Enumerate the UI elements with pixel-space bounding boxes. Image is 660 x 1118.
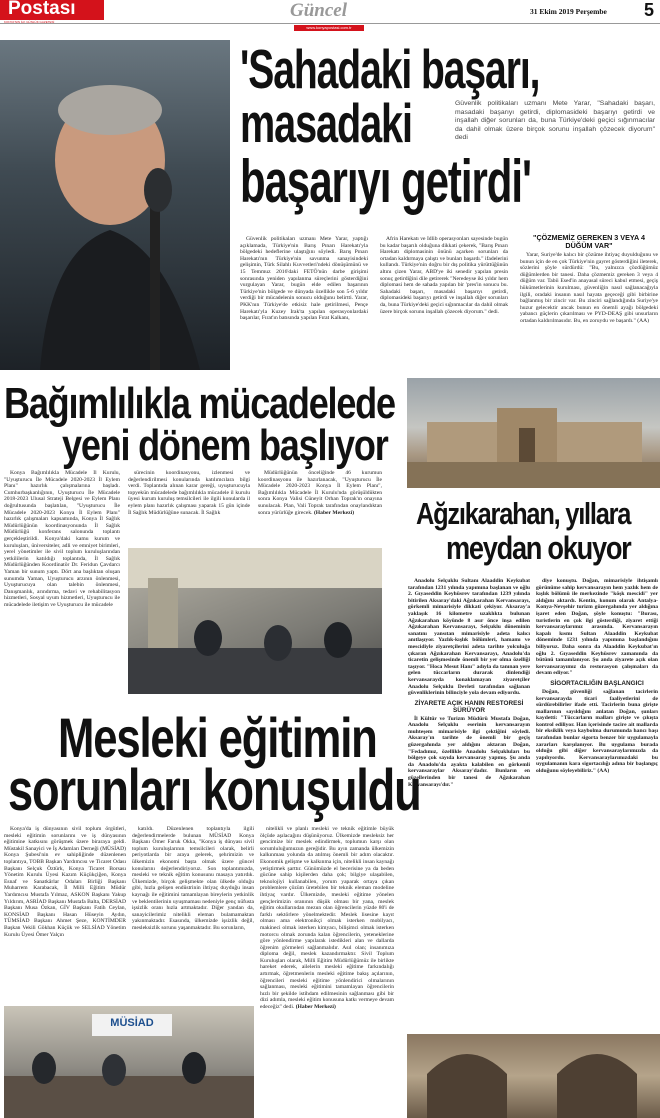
- story1-sidebar: [520, 252, 658, 364]
- story3-headline-line2: meydan okuyor: [446, 530, 631, 566]
- story4-headline-line2: sorunları konuşuldu: [8, 758, 421, 823]
- story2-column-1: [4, 470, 120, 692]
- story4-column-1: [4, 826, 126, 1004]
- story3-col1-text: Anadolu Selçuklu Sultanı Alaaddin Keykubat tarafından 1231 yılında yapımına başlanan ve oğlu 2. Gıyaseddin Keyhüsrev tarafından 1239 yılında bitirilen Aksaray'daki Ağzıkarahan Kervansarayı, görkemli mimarisiyle dikkati çekiyor. Aksaray'a yaklaşık 16 kilometre uzaklıkta bulunan Ağzıkarahan köyünde 8 asır önce inşa edilen Ağzıkarahan Kervansarayı, Selçuklu döneminin sanatını yansıtan mimarisiyle adeta kalıcı anıtlaşıyor. Yazlık-kışlık bölümleri, hamamı ve mescidiyle ziyaretçilerini adeta tarihte yolculuğa çıkaran Ağzıkarahan Kervansarayı, Anadolu'da ticaretin gelişmesinde önemli bir yer olma özelliği taşıyor. "Hoca Mesut Hanı" adıyla da tanınan yere gelen tüccarların durarak dinlendiği kervansarayda konaklamayan ziyaretçiler Anadolu Selçuklu Devleti tarafından sağlanan güvenliklerinin bilinciyle yola devam ediyordu.: [408, 578, 530, 697]
- musiad-meeting-photo: [4, 1006, 254, 1118]
- mete-yarar-photo: [0, 40, 230, 370]
- story3-headline-line1: Ağzıkarahan, yıllara: [416, 496, 631, 531]
- story3-column-1: [408, 578, 530, 1028]
- story2-headline-line2: yeni dönem başlıyor: [62, 421, 388, 470]
- story1-col2-text: Afrin Harekatı ve İdlib operasyonları sayesinde bugün bu kadar başarılı olduğuna dikkati çekerek, "Barış Pınarı Harekatı diplomasinin önünü açarken sorunları da ortadan kaldırmaya çalıştı ve bunları başardı." ifadelerini kullandı. Türkiye'nin doğru bir dış politika yürüttüğünün altını çizen Yarar, ABD'ye iki senedir yapılan presin sonuç getirdiğini dile getirerek "Neredeyse iki yıldır hem diplomasi hem de sahada yapılan bir 'pres'in sonucu bu. Sahadaki başarı, masadaki başarıyı getirdi, diplomasideki başarıyı getirdi ve inşallah diğer sorunları da, buna Türkiye'deki geçici sığınmacılar da dahil olmak üzere birçok sorunu inşallah çözecek diyorum." dedi.: [380, 236, 508, 315]
- story2-col2-text: sürecinin koordinasyonu, izlenmesi ve değerlendirilmesi konularında katılımcılara bilgi verdi. Toplantıda alınan karar gereği, uyuşturucuyla topyekün mücadelede bağımlılıkla mücadele il kurulu üyesi kurum kuruluş temsilcileri ile ilgili konularda il eylem planı hazırlık çalışması yaparak 15 gün içinde İl Sağlık Müdürlüğüne sunacak. İl Sağlık: [128, 470, 250, 516]
- page-number: 5: [644, 0, 655, 20]
- website-url: www.konyapostasi.com.tr: [306, 25, 352, 30]
- caravanserai-interior-photo: [407, 1034, 660, 1118]
- story1-sidebar-text: Yarar, Suriye'de kalıcı bir çözüme ihtiyaç duyulduğunu ve bunun için de en çok Türkiye'nin gayret gösterdiğini ileterek, sözlerini şöyle sürdürdü: "Bu, yalnızca çözdüğümüz düğümlerden bir tanesi. Daha çözmemiz gereken 3 veya 4 düğüm var. Tabii Esed'in anayasal süreci kabul etmesi, geçiş hükümetlerinin kurulması, güvenliğin nasıl sağlanacağıyla ilgili, oradaki insanın nasıl hayata geçeceği gibi birbirine bağlanmış bir zincir var. Bu zinciri sağlandığında Suriye'ye huzur gelecektir ancak bunun en önemli ayağı bölgedeki yabancı güçlerin çıkarılması ve PYD-DEAŞ gibi unsurların ortadan kaldırılmasıdır. Bu, en zoruydu ve başardı." (AA): [520, 252, 658, 324]
- website-strip: [294, 25, 364, 31]
- story3-col1b-text: İl Kültür ve Turizm Müdürü Mustafa Doğan, Anadolu Selçuklu eserinin kervansarayın muhteşem mimarisiyle ilgi çektiğini söyledi. Aksaray'ın tarihte de önemli bir geçiş güzergahında yer aldığını aktaran Doğan, "Fedadımız, özellikle Anadolu Selçukluları bu bölgeye çok sayıda kervansaray yapmış. Şu anda da Anadolu'da ayakta kalabilen en görkemli kervansaraylar Aksaray'dadır. Bunların en güzellerinden bir tanesi de Ağzıkarahan Kervansarayı'dır.": [408, 715, 530, 788]
- meeting-illustration: [128, 548, 382, 694]
- story3-col2b-text: Doğan, güvenliği sağlanan tacirlerin kervansarayda ticari faaliyetlerini de sürdürebilirler ifade etti. Tacirlerin buna girişte mallarının sayıldığını anlatan Doğan, şunları kaydetti: "Tüccarların malları girişte ve çıkışta kontrol ediliyor. Han içerisinde tacire ait mallarda bir eksiklik veya kaybolma durumunda hancı başı tarafından bunlar sigorta benzer bir uygulamayla zararları karşılanıyor. Bu uygulama burada olduğu gibi diğer kervansaraylarımızda da yapılıyordu. Kervansaraylarımızdaki bu uygulamanın kara sigortacılığı adına bir başlangıç olduğunu söyleyebiliriz." (AA): [536, 688, 658, 775]
- story2-column-2: [128, 470, 250, 546]
- story1-headline-line3: başarıyı getirdi': [240, 148, 531, 215]
- story3-subhead-2: SİGORTACILIĞIN BAŞLANGICI: [550, 679, 644, 687]
- interior-arches-illustration: [407, 1034, 660, 1118]
- meeting-photo: [128, 548, 382, 694]
- story4-col3-text: nitelikli ve planlı mesleki ve teknik eğitimle büyük ölçüde aşılacağını düşünüyoruz. Ülkemizde mesleksiz her gencimize bir meslek edindirmek, toplumun karşı olan sorumluluğumuzun gereğidir. Bu ayın zamanda ülkemizin kalkınması yolunda da atılmış önemli bir adım olacaktır. Ekonomik gelişme ve kalkınma için, nitelikli insan kaynağı yetiştirmek şarttır. Günümüzde el becerisine ya da beden gücüne sahip kişilerden daha çok; bilgiye ulaşabilen, teknolojiyi kullanabilen, yorum yaparak ortaya çıkan problemlere çözüm üretebilen bir teknik eleman modeline ihtiyaç vardır. Ülkemizde, mesleki eğitime yönelen gençlerimizin oranının düşük olması bir yana, meslek eğitim okullarından mezun olan öğrencilerin yüzde 80'i de farklı sektörlere yönelmektedir. Meslek lisesine kayıt olması ama elektronikçi olmak isterken mobilyacı, makineci olmak isterken kimyacı, bilişimci olmak isterken motorcu olmak zorunda kalan öğrencilerin, yeteneklerine göre yönlendirme yapılarak istedikleri alan ve dallarda öğrenim görmeleri sağlanmalıdır. Asıl olan; insanımıza diploma değil, meslek kazandırmaktır. Sivil Toplum Kuruluşları olarak, Milli Eğitim Müdürlüğümüz ile birlikte hareket ederek, ailelerin mesleki eğitime farkındalığı artırmak, öğretmenlerin mesleki eğitime bakış açılarının, öğrencileri mesleki eğitime yönlendirici olmalarının sağlanması, mesleki eğitimini tamamlayan öğrencilerin hızlı bir şekilde istihdam edilmesinin sağlanması gibi bir dizi adımla, mesleki eğitim konusuna katkı vermeye devam edeceğiz" dedi.: [260, 826, 394, 1011]
- story1-headline-line2: masadaki: [240, 92, 412, 154]
- section-title: Güncel: [290, 0, 347, 21]
- story4-headline-line1: Mesleki eğitimin: [58, 706, 377, 769]
- story4-credit: (Haber Merkezi): [295, 1004, 336, 1011]
- story1-column-1: [240, 236, 368, 362]
- logo-subtitle: KONYA'NIN İLK GÜNLÜK GAZETESİ: [4, 20, 55, 24]
- story4-column-3: [260, 826, 394, 1116]
- story1-sidebar-title: "ÇÖZMEMİZ GEREKEN 3 VEYA 4 DÜĞÜM VAR": [533, 233, 645, 250]
- story2-headline-line1: Bağımlılıkla mücadelede: [4, 379, 395, 428]
- issue-date: 31 Ekim 2019 Perşembe: [530, 7, 607, 16]
- masthead: [0, 0, 660, 24]
- musiad-banner: MÜSİAD: [110, 1017, 154, 1029]
- story3-col2-text: diye konuştu. Doğan, mimarisiyle ihtişamlı görünüme sahip kervansarayın hem yazlık hem de kışlık bölümü ile merkezinde "köşk mescidi" yer aldığını aktardı. Kentin, konum olarak Antalya-Konya-Nevşehir turizm güzergahında yer aldığına işaret eden Doğan, şöyle konuştu: "Burası, turistlerin en çok ilgi gösterdiği, ziyaret ettiği kervansaraylarımız arasında. Kervansarayın kapalı kısmı Sultan Alaaddin Keykubat döneminde 1231 yılında yapımına başlandığını biliyoruz. Daha sonra da Alaaddin Keykubat'ın oğlu 2. Gıyaseddin Keyhüsrev zamanında da bütünü tamamlanıyor. Şu anda ziyarete açık olan kervansarayımız da restorasyon çalışmaları da devam ediyor.": [536, 578, 658, 677]
- story3-column-2: [536, 578, 658, 1028]
- story1-column-2: [380, 236, 508, 362]
- story4-col1-text: Konya'da iş dünyasının sivil toplum örgütleri, mesleki eğitimin sorunlarını ve iş dünyasının eğitimine katkısını görüşmek üzere biraraya geldi. Müstakil Sanayici ve İş Adamları Derneği (MÜSİAD) Konya Şubesi'nin ev sahipliğinde düzenlenen toplantıya, TOBB Başkan Yardımcısı ve Ticaret Odası Başkanı Selçuk Öztürk, Konya Ticaret Borsası Yönetim Kurulu Üyesi Kazım Küçükçiğen, Konya Esnaf ve Sanatkârlar Odaları Birliği Başkanı Muharrem Karabacak, İl Milli Eğitim Müdür Yardımcısı Mustafa Yılmaz, ASKON Başkanı Yakup Yıldırım, ASRİAD Başkanı Mustafa Balta, DERSİAD Başkanı Musa Özkan, GİV Başkanı Fatih Ceylan, KONSİAD Başkanı Hasan Hüseyin Aydın, TÜMSİAD Başkanı Ahmet Şeze, KONTİMDER Başkan Vekili Gökhan Küçük ve SELSİAD Yönetim Kurulu Üyesi Ömer Yalçın: [4, 826, 126, 938]
- story3-subhead-1: ZİYARETE AÇIK HANIN RESTORESİ SÜRÜYOR: [414, 699, 524, 714]
- caravanserai-illustration: [407, 378, 660, 488]
- story4-col2-text: katıldı. Düzenlenen toplantıyla ilgili değerlendirmelerde bulunan MÜSİAD Konya Başkanı Ömer Faruk Okka, "Konya iş dünyası sivil toplum kuruluşlarının temsilcileri olarak, belirli periyotlarda bir araya gelerek, şehrimizin ve ülkemizin ekonomi başta olmak üzere güncel konularını değerlendiriyoruz. Son toplantımızda, mesleki ve teknik eğitim konusunu masaya yatırdık. Ülkemizde, birçok gelişmekte olan ülkede olduğu gibi, hızla gelişen endüstrinin ihtiyaç duyduğu insan kaynağı ile eğitimini tamamlayan bireylerin yetkinlik ve beklentilerinin uyuşmaması nedeniyle genç nüfusta işsizlik oranı hızla artmaktadır. Diğer yandan da, sanayicilerimiz nitelikli eleman bulamamaktan yakınmaktadır. Esasında, ülkemizde işsizlik değil, mesleksizlik sorunu yaşanmaktadır. Bu sorunların,: [132, 826, 254, 931]
- newspaper-logo: [0, 0, 104, 20]
- portrait-illustration: [0, 40, 230, 370]
- story1-col1-text: Güvenlik politikaları uzmanı Mete Yarar, yaptığı açıklamada, Türkiye'nin Barış Pınarı Harekatı'yla bölgedeki hedeflerine ulaştığını söyledi. Barış Pınarı Harekatı'nın Türkiye'nin savunma sanayisindeki gelişimin, Türk Silahlı Kuvvetleri'ndeki dönüşümünü ve 15 Temmuz 2016'daki FETÖ'nün darbe girişimi sonrasında yeniden yapılanma süreçlerini gösterdiğini vurgulayan Yarar, bugün elde edilen başarının Türkiye'nin bölgede ve dünyada özellikle son 5-6 yıldır verdiği bir mücadelenin sonucu olduğunu belirtti. Yarar, PKK'nın Türkiye'de etkisiz hale getirilmesi, Pençe Harekatı'yla Kuzey Irak'ta yapılan operasyonlardaki başarılar, Fırat'ın batısında yapılan Fırat Kalkanı,: [240, 236, 368, 322]
- caravanserai-exterior-photo: [407, 378, 660, 488]
- story2-column-3: [258, 470, 382, 546]
- story1-deck: Güvenlik politikaları uzmanı Mete Yarar, "Sahadaki başarı, masadaki başarıyı getirdi, diplomasideki başarıyı getirdi ve inşallah diğer sorunları da, buna Türkiye'deki geçici sığınmacılar da dahil olmak üzere birçok sorunu inşallah çözecek diyorum" dedi: [455, 100, 655, 142]
- story4-column-2: [132, 826, 254, 1004]
- story2-credit: (Haber Merkezi): [313, 509, 355, 516]
- story2-col1-text: Konya Bağımlılıkla Mücadele İl Kurulu, "Uyuşturucu İle Mücadele 2020-2023 İl Eylem Planı" hazırlık çalışmalarına başladı. Cumhurbaşkanlığının, Uyuşturucu İle Mücadele 2018-2023 Ulusal Strateji Belgesi ve Eylem Planı doğrultusunda başlatılan, "Uyuşturucu İle Mücadele 2020-2023 Konya İl Eylem Planı" hazırlık çalışmaları kapsamında, Konya İl Sağlık Müdürlüğünün koordinasyonunda İl Sağlık Müdürlüğü konferans salonunda toplantı gerçekleştirildi. Konya'daki kamu kurum ve kuruluşları, üniversiteler, adli ve emniyet birimleri, yerel yönetimler ile sivil toplum kuruluşlarından yetkililerin katıldığı toplantıda, İl Sağlık Müdürlüğünden Koordinatör Dr. Feridun Çavdarcı Yaman bir sunum yaptı. Dört ana başlıktan oluşan sunumda Yaman, Uyuşturucu arzının önlenmesi, Uyuşturucuya olan talebin önlenmesi, Danışmanlık, arındırma, tedavi ve rehabilitasyon hizmetleri, Sosyal uyum hizmetleri, Uyuşturucu ile mücadelede iletişim ve Uyuşturucu ile mücadele: [4, 470, 120, 608]
- story2-col3-text: Müdürlüğünün önceliğinde 46 kurumun koordinasyonu ile hazırlanacak, "Uyuşturucu İle Mücadele 2020-2023 Konya İl Eylem Planı", Bağımlılıkla Mücadele İl Kurulu'nda görüşüldükten sonra Konya Valisi Cüneyit Orhan Toprak'ın onayına sunulacak. Plan, Vali Toprak tarafından onaylandıktan sonra yürürlüğe girecek.: [258, 470, 382, 516]
- logo-text: Postası: [8, 0, 76, 19]
- story1-headline-line1: 'Sahadaki başarı,: [240, 38, 540, 100]
